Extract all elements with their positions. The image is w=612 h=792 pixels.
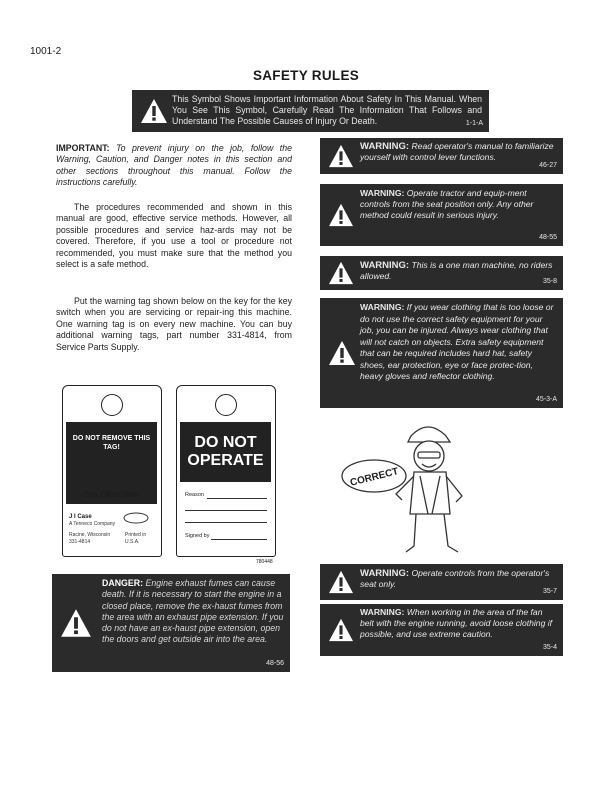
warning-2-code: 48-55 — [539, 234, 557, 241]
warning-triangle-icon — [328, 618, 354, 642]
tag-see-other-side: See Other Side — [84, 490, 139, 499]
procedures-paragraph: The procedures recommended and shown in this manual are good, effective service methods. However, all possible procedures and service haz-ards may not be covered. Therefore, if you use a tool or procedure not recommended, you must make sure that the method you select is a safe method. — [56, 202, 292, 270]
symbol-notice-box — [132, 90, 489, 132]
warning-6-text: When working in the area of the fan belt with the engine running, avoid loose clothing if possible, and use extreme caution. — [360, 607, 553, 639]
warning-2-text: Operate tractor and equip-ment controls from the seat position only. Any other method could result in serious injury. — [360, 188, 534, 220]
important-note — [56, 143, 292, 189]
warning-box-4 — [320, 298, 563, 408]
tag-back-header-text: DO NOT OPERATE — [187, 434, 264, 469]
warning-triangle-icon — [140, 98, 168, 124]
warning-triangle-icon — [328, 340, 356, 366]
warning-1-text: Read operator's manual to familiarize yourself with control lever functions. — [360, 141, 554, 162]
danger-text: Engine exhaust fumes can cause death. If it is necessary to start the engine in a closed place, remove the ex-haust fumes from the area with an exhaust pipe extension. If you do not have an ex-haust pipe extension, open the doors and get outside air into the area. — [102, 578, 284, 645]
warning-1-label: WARNING: — [360, 141, 410, 152]
warning-tag-back — [176, 385, 276, 557]
warning-5-label: WARNING: — [360, 568, 410, 579]
symbol-notice-text: This Symbol Shows Important Information About Safety In This Manual. When You See This Symbol, Carefully Read The Information That Follows and Understand The Possible Causes of Injury Or Death. — [172, 94, 482, 126]
important-label: IMPORTANT: — [56, 143, 110, 153]
warning-4-code: 45-3-A — [535, 396, 557, 403]
warning-6-label: WARNING: — [360, 607, 405, 617]
tag-line — [185, 522, 267, 523]
warning-4-text: If you wear clothing that is too loose or do not use the correct safety equipment for your job, you can be injured. Always wear clothing that will not catch on objects. Extra safety equipment that can be required includes hard hat, safety shoes, ear protection, eye or face protec-tion, heavy gloves and reflector clothing. — [360, 302, 554, 381]
tag-back-header — [180, 422, 271, 482]
warning-1-code: 46-27 — [539, 162, 557, 169]
warning-box-1 — [320, 138, 563, 174]
warning-6-code: 35-4 — [542, 644, 557, 651]
warning-5-text: Operate controls from the operator's seat only. — [360, 568, 550, 589]
tag-paragraph: Put the warning tag shown below on the key for the key switch when you are servicing or repair-ing this machine. One warning tag is on every new machine. You can buy additional warning tags, part number 331-4814, from Service Parts Supply. — [56, 296, 292, 352]
warning-3-code: 35-8 — [542, 278, 557, 285]
page-title: SAFETY RULES — [252, 68, 360, 83]
warning-triangle-icon — [60, 608, 92, 638]
warning-3-text: This is a one man machine, no riders allowed. — [360, 260, 553, 281]
correct-label: CORRECT — [349, 466, 400, 489]
warning-triangle-icon — [328, 144, 354, 168]
tag-hole — [101, 394, 123, 416]
warning-box-6 — [320, 604, 563, 656]
important-text: To prevent injury on the job, follow the Warning, Caution, and Danger notes in this section and other sections throughout this manual. Follow the instructions carefully. — [56, 143, 292, 188]
warning-triangle-icon — [328, 203, 354, 227]
tag-reason-line — [207, 498, 267, 499]
tag-fine-3: Printed in — [125, 532, 147, 538]
danger-code: 48-56 — [266, 660, 284, 667]
warning-box-5 — [320, 564, 563, 600]
tag-fine-4: U.S.A. — [125, 539, 140, 545]
tag-signed-line — [211, 539, 267, 540]
warning-4-label: WARNING: — [360, 302, 405, 312]
warning-triangle-icon — [328, 261, 354, 285]
page-number: 1001-2 — [30, 46, 62, 57]
tag-signed-label: Signed by — [185, 533, 210, 539]
worker-illustration — [336, 414, 496, 564]
tag-front-header-text: DO NOT REMOVE THIS TAG! — [72, 435, 151, 451]
symbol-notice-code: 1-1-A — [465, 120, 483, 127]
warning-box-2 — [320, 184, 563, 246]
tag-fine-2: 331-4814 — [69, 539, 91, 545]
warning-2-label: WARNING: — [360, 188, 405, 198]
tag-hole — [215, 394, 237, 416]
danger-box — [52, 574, 290, 672]
tag-reason-label: Reason — [185, 492, 204, 498]
warning-triangle-icon — [328, 570, 354, 594]
warning-tag-front — [62, 385, 162, 557]
tag-figure-code: 780448 — [256, 559, 273, 565]
warning-box-3 — [320, 256, 563, 290]
tag-line — [185, 510, 267, 511]
warning-3-label: WARNING: — [360, 260, 410, 271]
danger-label: DANGER: — [102, 578, 144, 588]
case-logo-icon — [123, 512, 149, 524]
tag-fine-1: Racine, Wisconsin — [69, 532, 111, 538]
warning-5-code: 35-7 — [542, 588, 557, 595]
tag-brand-sub: A Tenneco Company — [69, 521, 116, 527]
tag-brand: J I Case — [69, 514, 92, 520]
